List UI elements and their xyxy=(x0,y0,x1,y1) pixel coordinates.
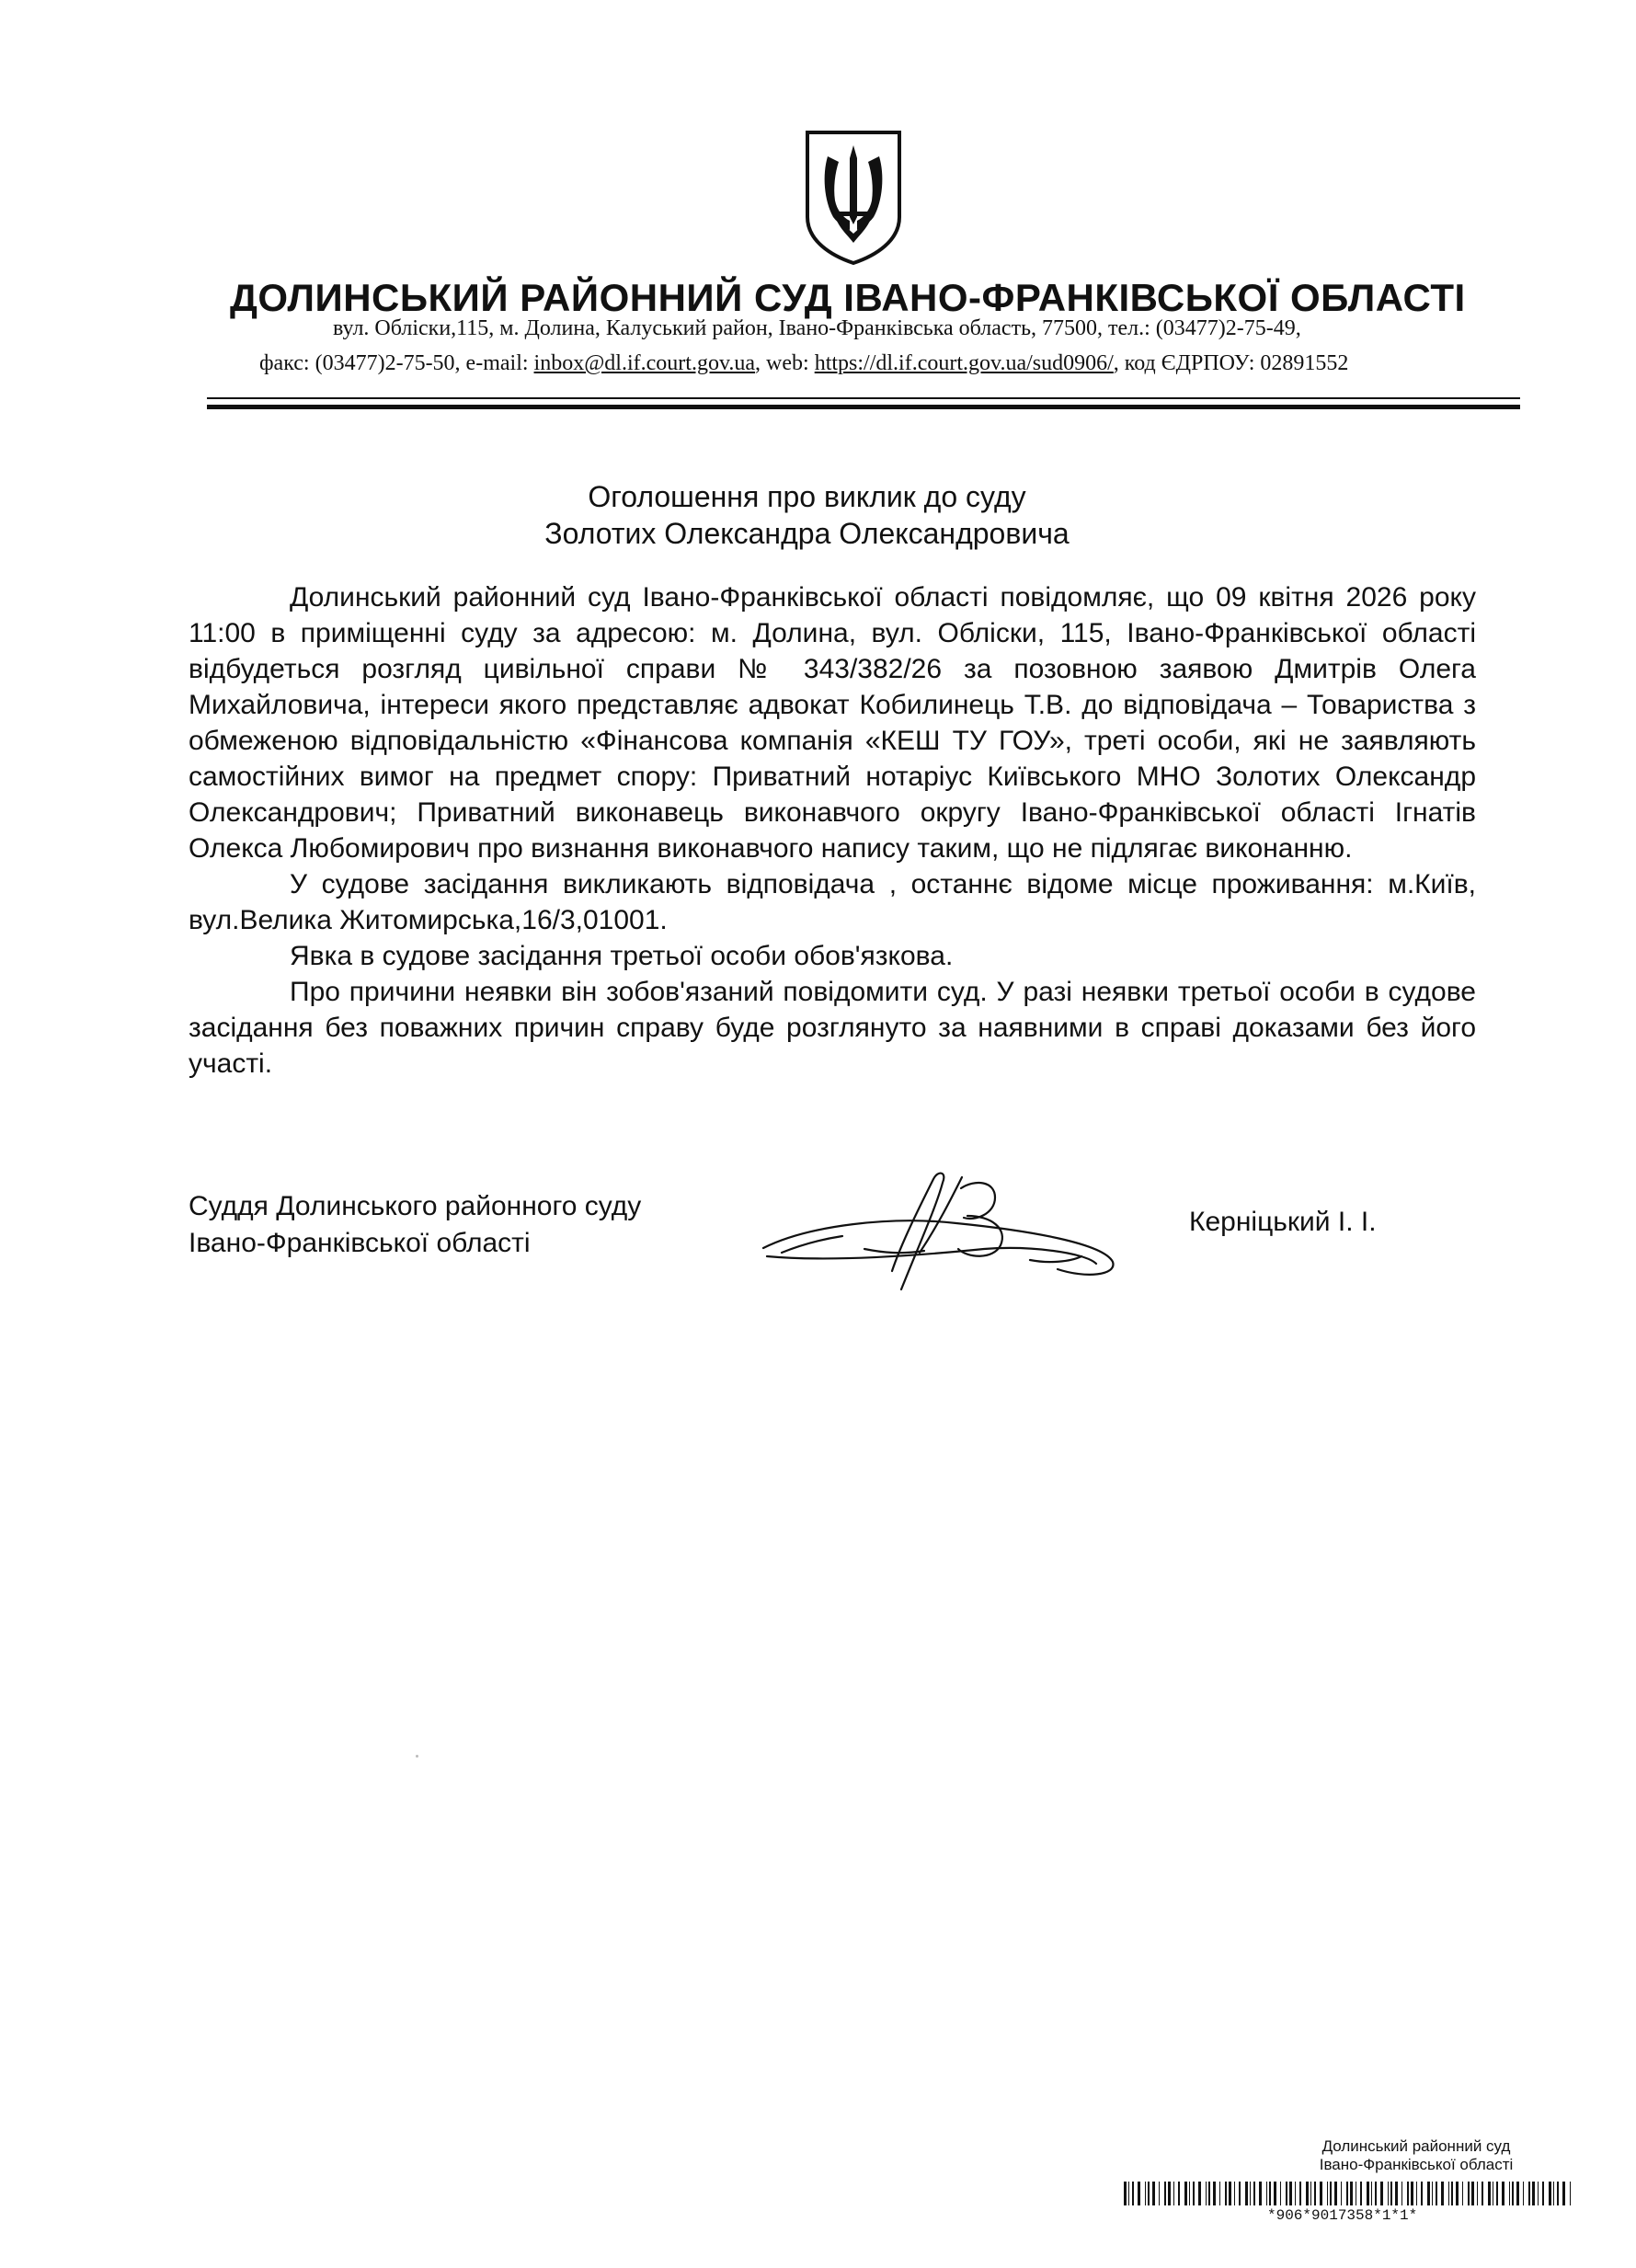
court-name-heading: ДОЛИНСЬКИЙ РАЙОННИЙ СУД ІВАНО-ФРАНКІВСЬКОЇ ОБЛАСТІ xyxy=(230,276,1466,319)
barcode-bar xyxy=(1411,2182,1413,2205)
footer-court-stamp xyxy=(1232,2137,1600,2174)
barcode-bar xyxy=(1390,2182,1392,2205)
barcode-bar xyxy=(1441,2182,1444,2205)
barcode-bar xyxy=(1289,2182,1292,2205)
barcode-bar xyxy=(1206,2182,1207,2205)
barcode-bar xyxy=(1168,2182,1171,2205)
barcode-bar xyxy=(1145,2182,1146,2205)
barcode-bar xyxy=(1259,2182,1262,2205)
fax-label: факс: (03477)2-75-50, e-mail: xyxy=(259,351,534,375)
barcode-bar xyxy=(1496,2182,1498,2205)
barcode-bar xyxy=(1528,2182,1530,2205)
barcode-bar xyxy=(1253,2182,1255,2205)
header-divider-thick xyxy=(207,405,1520,409)
barcode-bar xyxy=(1234,2182,1235,2205)
barcode-bar xyxy=(1371,2182,1372,2205)
barcode-bar xyxy=(1225,2182,1227,2205)
web-label: , web: xyxy=(755,351,815,375)
barcode-bar xyxy=(1189,2182,1190,2205)
barcode-bar xyxy=(1327,2182,1328,2205)
barcode-bar xyxy=(1178,2182,1180,2205)
barcode-bar xyxy=(1432,2182,1433,2205)
barcode-bar xyxy=(1173,2182,1174,2205)
barcode xyxy=(1124,2182,1574,2205)
handwritten-signature xyxy=(754,1161,1122,1308)
barcode-bar xyxy=(1269,2182,1271,2205)
barcode-bar xyxy=(1553,2182,1554,2205)
court-address: вул. Обліски,115, м. Долина, Калуський район, Івано-Франківська область, 77500, тел.: (03477)2-75-49, xyxy=(333,316,1301,340)
website-link[interactable]: https://dl.if.court.gov.ua/sud0906/ xyxy=(814,351,1114,375)
barcode-bar xyxy=(1334,2182,1337,2205)
barcode-bar xyxy=(1416,2182,1417,2205)
barcode-bar xyxy=(1198,2182,1201,2205)
barcode-bar xyxy=(1468,2182,1470,2205)
document-body xyxy=(189,579,1476,1082)
barcode-bar xyxy=(1266,2182,1267,2205)
barcode-bar xyxy=(1570,2182,1571,2205)
barcode-bar xyxy=(1159,2182,1160,2205)
barcode-bar xyxy=(1346,2182,1348,2205)
barcode-bar xyxy=(1286,2182,1287,2205)
barcode-bar xyxy=(1380,2182,1383,2205)
barcode-bar xyxy=(1523,2182,1524,2205)
barcode-bar xyxy=(1128,2182,1129,2205)
barcode-bar xyxy=(1208,2182,1210,2205)
edrpou-code: , код ЄДРПОУ: 02891552 xyxy=(1113,351,1349,375)
paragraph-absence-consequences: Про причини неявки він зобов'язаний повідомити суд. У разі неявки третьої особи в судове засідання без поважних причин справу буде розглянуто за наявними в справі доказами без його участі. xyxy=(189,977,1476,1079)
barcode-bar xyxy=(1229,2182,1231,2205)
barcode-bar xyxy=(1451,2182,1453,2205)
document-subtitle: Золотих Олександра Олександровича xyxy=(544,517,1070,550)
barcode-bar xyxy=(1148,2182,1150,2205)
paragraph-attendance: Явка в судове засідання третьої особи обов'язкова. xyxy=(290,941,954,971)
barcode-bar xyxy=(1488,2182,1491,2205)
barcode-bar xyxy=(1395,2182,1398,2205)
barcode-bar xyxy=(1427,2182,1430,2205)
judge-position xyxy=(189,1188,641,1262)
barcode-bar xyxy=(1421,2182,1423,2205)
stamp-line2: Івано-Франківської області xyxy=(1319,2156,1514,2173)
stamp-line1: Долинський районний суд xyxy=(1321,2137,1511,2155)
barcode-bar xyxy=(1549,2182,1551,2205)
court-contacts xyxy=(259,351,1348,376)
barcode-bar xyxy=(1360,2182,1362,2205)
barcode-number: *906*9017358*1*1* xyxy=(1267,2207,1418,2224)
barcode-bar xyxy=(1184,2182,1187,2205)
barcode-bar xyxy=(1341,2182,1342,2205)
barcode-bar xyxy=(1295,2182,1296,2205)
barcode-bar xyxy=(1477,2182,1478,2205)
judge-position-line2: Івано-Франківської області xyxy=(189,1228,531,1258)
barcode-bar xyxy=(1482,2182,1483,2205)
barcode-bar xyxy=(1219,2182,1220,2205)
barcode-bar xyxy=(1314,2182,1316,2205)
barcode-bar xyxy=(1516,2182,1519,2205)
header-divider-thin xyxy=(207,397,1520,399)
barcode-bar xyxy=(1401,2182,1402,2205)
barcode-bar xyxy=(1512,2182,1514,2205)
barcode-bar xyxy=(1462,2182,1463,2205)
barcode-bar xyxy=(1299,2182,1301,2205)
barcode-bar xyxy=(1320,2182,1322,2205)
barcode-bar xyxy=(1138,2182,1140,2205)
barcode-bar xyxy=(1152,2182,1155,2205)
barcode-bar xyxy=(1330,2182,1332,2205)
barcode-bar xyxy=(1350,2182,1353,2205)
barcode-bar xyxy=(1310,2182,1311,2205)
barcode-bar xyxy=(1132,2182,1134,2205)
barcode-bar xyxy=(1456,2182,1459,2205)
coat-of-arms-icon xyxy=(802,129,905,267)
barcode-bar xyxy=(1436,2182,1437,2205)
judge-name: Керніцький І. І. xyxy=(1189,1207,1377,1237)
barcode-bar xyxy=(1306,2182,1309,2205)
barcode-bar xyxy=(1239,2182,1241,2205)
barcode-bar xyxy=(1250,2182,1251,2205)
barcode-bar xyxy=(1542,2182,1544,2205)
barcode-bar xyxy=(1367,2182,1369,2205)
barcode-bar xyxy=(1245,2182,1248,2205)
document-title: Оголошення про виклик до суду xyxy=(588,480,1026,513)
barcode-bar xyxy=(1193,2182,1195,2205)
barcode-bar xyxy=(1557,2182,1559,2205)
barcode-bar xyxy=(1448,2182,1449,2205)
barcode-bar xyxy=(1375,2182,1377,2205)
barcode-bar xyxy=(1562,2182,1565,2205)
barcode-bar xyxy=(1124,2182,1127,2205)
barcode-bar xyxy=(1388,2182,1389,2205)
paragraph-hearing-notice: Долинський районний суд Івано-Франківської області повідомляє, що 09 квітня 2026 року 11:00 в приміщенні суду за адресою: м. Долина, вул. Обліски, 115, Івано-Франківської області відбудеться розгляд цивільної справи № 343/382/26 за позовною заявою Дмитрів Олега Михайловича, інтереси якого представляє адвокат Кобилинець Т.В. до відповідача – Товариства з обмеженою відповідальністю «Фінансова компанія «КЕШ ТУ ГОУ», треті особи, які не заявляють самостійних вимог на предмет спору: Приватний нотаріус Київського МНО Золотих Олександр Олександрович; Приватний виконавець виконавчого округу Івано-Франківської області Ігнатів Олекса Любомирович про визнання виконавчого напису таким, що не підлягає виконанню. xyxy=(189,582,1476,864)
judge-position-line1: Суддя Долинського районного суду xyxy=(189,1191,642,1221)
barcode-bar xyxy=(1532,2182,1535,2205)
barcode-bar xyxy=(1407,2182,1409,2205)
barcode-bar xyxy=(1471,2182,1474,2205)
barcode-bar xyxy=(1538,2182,1539,2205)
barcode-bar xyxy=(1502,2182,1504,2205)
email-link[interactable]: inbox@dl.if.court.gov.ua xyxy=(533,351,756,375)
barcode-bar xyxy=(1280,2182,1281,2205)
barcode-bar xyxy=(1164,2182,1166,2205)
barcode-bar xyxy=(1509,2182,1510,2205)
barcode-bar xyxy=(1213,2182,1216,2205)
barcode-bar xyxy=(1274,2182,1276,2205)
paragraph-defendant-summons: У судове засідання викликають відповідача , останнє відоме місце проживання: м.Київ, вул.Велика Житомирська,16/3,01001. xyxy=(189,869,1476,935)
scan-speck xyxy=(416,1755,418,1758)
